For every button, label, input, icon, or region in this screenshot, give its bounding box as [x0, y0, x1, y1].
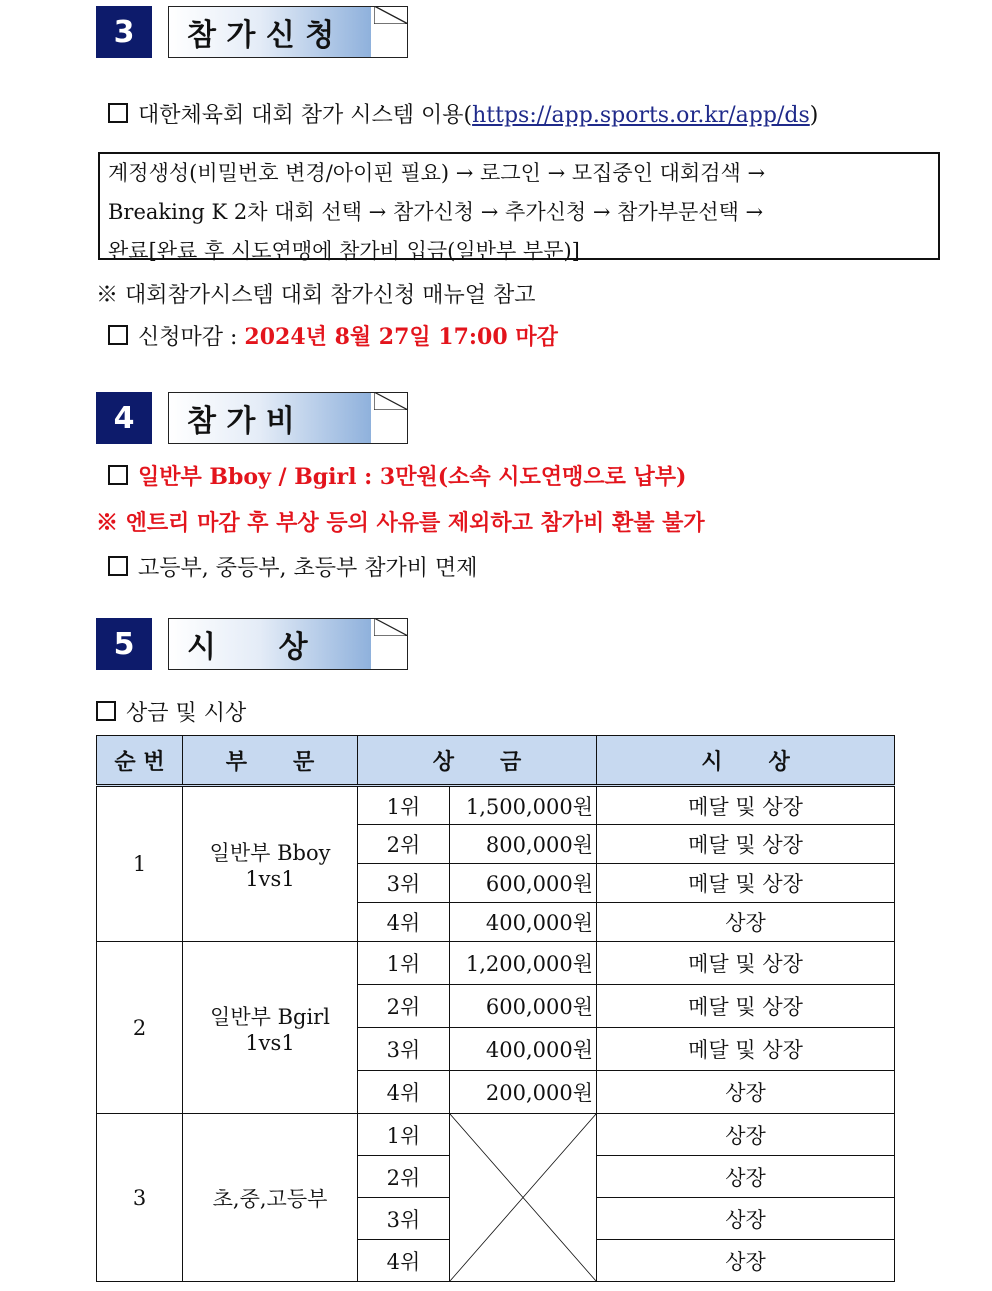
section-title-awards — [168, 618, 408, 670]
fee-exempt-line — [108, 551, 478, 582]
folded-corner-icon — [374, 618, 408, 636]
rank-cell: 4위 — [358, 1071, 450, 1114]
group-no: 3 — [97, 1114, 183, 1282]
folded-corner-icon — [374, 392, 408, 410]
group-no: 2 — [97, 942, 183, 1114]
award-cell: 메달 및 상장 — [597, 864, 895, 903]
rank-cell: 3위 — [358, 1198, 450, 1240]
group-division: 초,중,고등부 — [183, 1114, 358, 1282]
section-title-registration — [168, 6, 408, 58]
registration-step-line: Breaking K 2차 대회 선택 → 참가신청 → 추가신청 → 참가부문선택 → — [108, 200, 764, 224]
rank-cell: 1위 — [358, 942, 450, 985]
award-cell: 메달 및 상장 — [597, 942, 895, 985]
manual-note: ※ 대회참가시스템 대회 참가신청 매뉴얼 참고 — [96, 283, 536, 308]
rank-cell: 1위 — [358, 786, 450, 825]
registration-system-text: 대한체육회 대회 참가 시스템 이용( — [138, 103, 473, 128]
prize-cell: 800,000원 — [450, 825, 597, 864]
group-no: 1 — [97, 786, 183, 942]
rank-cell: 4위 — [358, 903, 450, 942]
prize-cell: 200,000원 — [450, 1071, 597, 1114]
checkbox-icon — [108, 556, 128, 576]
header-award: 시 상 — [597, 736, 895, 786]
table-row — [97, 942, 895, 985]
header-division: 부 문 — [183, 736, 358, 786]
award-cell: 상장 — [597, 1198, 895, 1240]
registration-step-line: 계정생성(비밀번호 변경/아이핀 필요) → 로그인 → 모집중인 대회검색 → — [108, 161, 766, 185]
checkbox-icon — [96, 701, 116, 721]
rank-cell: 2위 — [358, 1156, 450, 1198]
rank-cell: 2위 — [358, 985, 450, 1028]
header-prize: 상 금 — [358, 736, 597, 786]
group-division: 일반부 Bgirl 1vs1 — [183, 942, 358, 1114]
award-cell: 상장 — [597, 1071, 895, 1114]
deadline-label: 신청마감 : — [138, 325, 245, 350]
deadline-value: 2024년 8월 27일 17:00 마감 — [244, 324, 558, 350]
prize-cell: 600,000원 — [450, 985, 597, 1028]
section-number-4: 4 — [96, 392, 152, 444]
table-header-row — [97, 736, 895, 786]
registration-system-close: ) — [809, 103, 819, 128]
registration-url-link[interactable]: https://app.sports.or.kr/app/ds — [472, 103, 810, 128]
section-number-3: 3 — [96, 6, 152, 58]
section-title-text: 참 가 비 — [187, 404, 295, 439]
registration-step-line: 완료[완료 후 시도연맹에 참가비 입금(일반부 부문)] — [108, 239, 580, 263]
checkbox-icon — [108, 465, 128, 485]
registration-steps-box — [98, 152, 940, 263]
awards-intro-text: 상금 및 시상 — [126, 701, 247, 726]
rank-cell: 1위 — [358, 1114, 450, 1156]
prize-cell: 1,500,000원 — [450, 786, 597, 825]
section-title-fee — [168, 392, 408, 444]
registration-system-line — [108, 98, 818, 129]
table-row — [97, 786, 895, 825]
award-cell: 메달 및 상장 — [597, 825, 895, 864]
rank-cell: 2위 — [358, 825, 450, 864]
folded-corner-icon — [374, 6, 408, 24]
fee-exempt-text: 고등부, 중등부, 초등부 참가비 면제 — [138, 556, 478, 581]
section-title-text: 시 상 — [187, 630, 308, 665]
section-title-text: 참 가 신 청 — [187, 18, 335, 53]
refund-note: ※ 엔트리 마감 후 부상 등의 사유를 제외하고 참가비 환불 불가 — [96, 510, 705, 536]
prize-cell: 1,200,000원 — [450, 942, 597, 985]
no-prize-cell — [450, 1114, 597, 1282]
group-division: 일반부 Bboy 1vs1 — [183, 786, 358, 942]
table-row — [97, 1114, 895, 1156]
section-number-5: 5 — [96, 618, 152, 670]
header-no: 순 번 — [97, 736, 183, 786]
awards-table — [96, 735, 895, 1282]
award-cell: 상장 — [597, 1156, 895, 1198]
prize-cell: 400,000원 — [450, 1028, 597, 1071]
checkbox-icon — [108, 325, 128, 345]
deadline-line — [108, 320, 558, 351]
award-cell: 메달 및 상장 — [597, 985, 895, 1028]
rank-cell: 4위 — [358, 1240, 450, 1282]
award-cell: 메달 및 상장 — [597, 1028, 895, 1071]
award-cell: 상장 — [597, 903, 895, 942]
cross-out-icon — [450, 1114, 596, 1281]
award-cell: 메달 및 상장 — [597, 786, 895, 825]
rank-cell: 3위 — [358, 864, 450, 903]
prize-cell: 600,000원 — [450, 864, 597, 903]
awards-intro-line — [96, 696, 246, 727]
fee-general-line — [108, 460, 686, 491]
rank-cell: 3위 — [358, 1028, 450, 1071]
checkbox-icon — [108, 103, 128, 123]
fee-general-text: 일반부 Bboy / Bgirl : 3만원(소속 시도연맹으로 납부) — [138, 464, 687, 490]
award-cell: 상장 — [597, 1114, 895, 1156]
award-cell: 상장 — [597, 1240, 895, 1282]
prize-cell: 400,000원 — [450, 903, 597, 942]
